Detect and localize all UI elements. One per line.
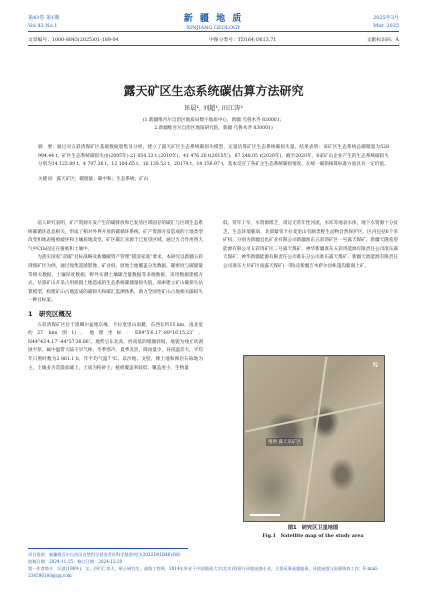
map-legend-label: 图例 露天采矿区: [268, 440, 301, 445]
affiliation-2: 2.新疆维吾尔自治区地质研究院，新疆 乌鲁木齐 830001): [154, 126, 273, 131]
map-road: [303, 357, 328, 521]
header-rule: [28, 31, 399, 32]
intro-paragraph-1: 前人研究表明，矿产资源开发产生的碳排放和已复垦区域固存的碳汇与区域生态系统碳循环息息相关，形成了相对外界开放的碳循环系统。矿产资源开发造成的土地类型改变和地表植被破坏和土壤质地改变，矿区碳汇来源于已复垦区域，通过光合作用将大气中CO₂固定在植被和土壤中。: [28, 221, 203, 252]
affiliations: [0, 117, 427, 133]
section-1-paragraph: 五彩湾煤矿区位于准噶尔盆地东缘，卡拉麦里山南麓，东西长约15 km，南北宽约27 km(图1)。地理坐标：E89°5′6.17″-89°16′15.23″，N44°43′4.17″-44°57′36.86″。地势呈东北高、西南低的缓倾斜坡，地貌为残丘状剥蚀平原，属中温带大陆干旱气候，冬季寒冷，夏季炎热，降雨量少，昼夜温差大，平均年日照时数为2 861.1 h，年平均气温7 ℃。以沙地、戈壁、裸土地和裸岩石砾地为主，土壤多为荒漠盐碱土，土质为粉砂土，植被覆盖率较低，覆盖度小，生物量: [28, 322, 203, 371]
article-info: [28, 36, 399, 43]
keywords: 关键词：露天矿区；碳储量；碳中和；生态系统；矿山: [38, 177, 149, 182]
right-paragraph: 低。常年干旱，水资源匮乏，周边无常年性河流，水库等地表水体，地下水资源十分贫乏，生态环境脆弱，北部紧邻卡拉麦里山有蹄类野生动物自然保护区。区内包括6个采矿权，分别为新疆宜化矿业有限公司新疆准东五彩湾矿区一号露天煤矿、新疆天隆希望能源有限公司五彩湾矿区二号露天煤矿、神华新疆准东五彩湾能源有限责任公司准东露天煤矿、神华新疆能源有限责任公司准东分公司准东露天煤矿、新疆天池能源有限责任公司准东大井矿区南露天煤矿(一期)及新疆吉木萨尔县帐篷沟膨润土矿。: [223, 221, 398, 269]
date-cn: 2025年3月: [373, 15, 399, 21]
left-column: [28, 220, 203, 373]
issue-date: [373, 14, 399, 30]
affiliation-1: (1.新疆维吾尔自治区地质局数字地质中心，新疆 乌鲁木齐 830001；: [142, 118, 285, 123]
journal-name: [0, 11, 427, 31]
authors: 匡晨¹, 刘超¹, 田江涛²: [184, 105, 243, 112]
north-arrow-icon: N: [372, 361, 378, 369]
doc-number: 文章编号：1000-8845(2025)01-189-04: [28, 38, 119, 43]
right-column: [223, 220, 398, 272]
footnotes: [28, 551, 399, 579]
section-1-heading: 1 研究区概况: [28, 309, 72, 318]
classification-number: 中图分类号：TD164;O613.71: [209, 38, 277, 43]
volume-en: Vol.43 No.1: [28, 23, 58, 29]
date-en: Mar. 2025: [373, 23, 399, 29]
map-road: [245, 401, 382, 432]
volume-cn: 第43卷 第1期: [28, 15, 60, 21]
journal-name-en: XINJIANG GEOLOGY: [186, 25, 241, 31]
intro-paragraph-2: 为落实国家“双碳”目标战略及新疆碳资产管理“摸清家底”要求，本研究以新疆五彩湾煤矿区为例，通过收集遥感影像、矿业权、原始土地覆盖分类数据、碳密度与碳储量等相关数据，土壤厚度数据、野外实测土壤碳含量数据等多源数据，采用数据建模方式，估算矿山开采占用损毁土地造成的生态系统碳储量损失值，探索建立矿山碳损失估算模型，构建矿山占地造成的碳损失和碳汇监测体系，助力全国性矿山占地相关碳损失一种目标案。: [28, 255, 203, 304]
info-rule: [28, 45, 399, 46]
paper-title: 露天矿区生态系统碳估算方法研究: [123, 84, 304, 98]
footnote-rule: [28, 548, 188, 549]
abstract: 摘 要：通过对五彩湾煤矿区基础数据收集及分析，建立了露天矿区生态系统碳损失模型，定量估算矿区生态系统碳损失量。结果表明：该矿区生态系统总碳储量为528 994.44 t，矿区生态系统碳损失由(2005年)-21 054.12 t (2010年)、41 476.20 t(2015年)、67 248.05 t(2020年)。截至2020年，6家矿山企业产生的生态系统碳损失分别为14 122.09 t、4 707.36 t、12 104.65 t、16 139.53 t、20174 t、18 156.97 t，基本反应了各矿企生态系统碳损情况，在统一碳损核算标准方面具有一定价值。: [38, 145, 389, 167]
footnote-funding: 项目资助：新疆维吾尔自治区自然科学基金青年科学基金项目(2022D01B46)资助: [28, 552, 181, 557]
footnote-author: 第一作者简介：匡晨(1989-)，女，四川仁寿人，硕士研究生，高级工程师，2014年毕业于中国地质大学(北京)资源与环境遥感专业，主要从事遥感地质、环境遥感与资源调查工作；E-mail: 234596100@qq.com: [28, 566, 379, 578]
satellite-map-figure: [243, 355, 385, 522]
journal-name-cn: 新 疆 地 质: [183, 14, 244, 24]
footnote-dates: 收稿日期：2024-11-15；修订日期：2024-12-20: [28, 559, 123, 564]
figure-caption-cn: 图1 研究区卫星地图: [287, 525, 339, 531]
document-code: 文献标识码：A: [366, 38, 399, 43]
figure-caption-en: Fig.1 Satellite map of the study area: [262, 533, 364, 539]
scale-bar: [250, 514, 280, 516]
